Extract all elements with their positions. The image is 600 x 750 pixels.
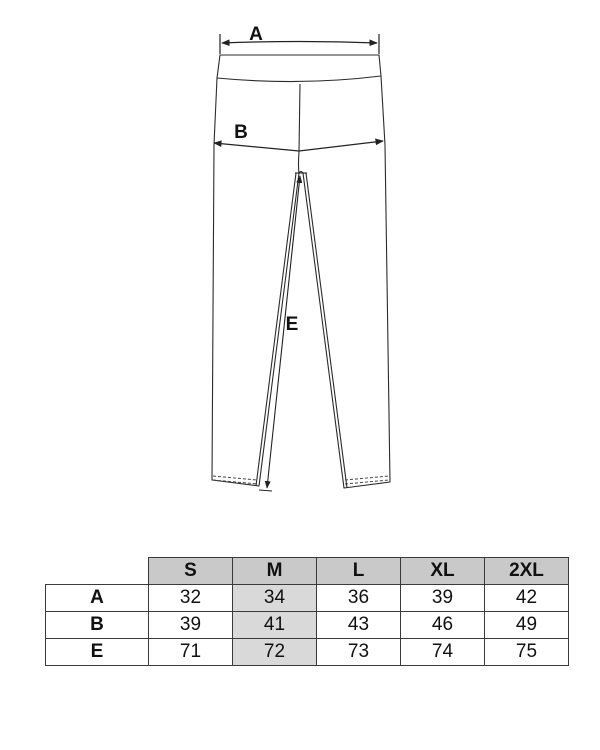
table-cell: 73 [317,639,401,666]
dimension-a-arrow [222,42,377,44]
size-header-l: L [317,558,401,585]
dimension-a-label: A [249,24,263,45]
table-cell: 43 [317,612,401,639]
row-label-b: B [46,612,149,639]
hem-stitch-right [345,476,389,480]
table-cell: 39 [401,585,485,612]
table-cell: 75 [485,639,569,666]
dimension-e-label: E [285,314,299,335]
waistband [217,55,381,82]
size-header-xl: XL [401,558,485,585]
centre-seam [299,84,300,152]
table-corner [46,558,149,585]
table-cell: 74 [401,639,485,666]
size-header-m: M [233,558,317,585]
table-cell: 46 [401,612,485,639]
table-cell: 72 [233,639,317,666]
row-label-a: A [46,585,149,612]
table-cell: 32 [149,585,233,612]
table-row [46,639,569,666]
crotch-curve [299,152,304,173]
size-header-s: S [149,558,233,585]
size-header-row [46,558,569,585]
right-leg-outline [303,76,390,488]
table-cell: 34 [233,585,317,612]
table-row [46,612,569,639]
size-header-2xl: 2XL [485,558,569,585]
hem-stitch-left [213,476,257,480]
dimension-b-label: B [234,122,248,143]
table-cell: 71 [149,639,233,666]
table-cell: 36 [317,585,401,612]
row-label-e: E [46,639,149,666]
size-chart-table [45,557,569,666]
inner-seam-right [306,173,347,488]
left-leg-outline [212,78,299,486]
table-cell: 39 [149,612,233,639]
table-cell: 42 [485,585,569,612]
table-cell: 49 [485,612,569,639]
table-row [46,585,569,612]
dimension-e-tick-bottom [259,490,272,491]
table-cell: 41 [233,612,317,639]
